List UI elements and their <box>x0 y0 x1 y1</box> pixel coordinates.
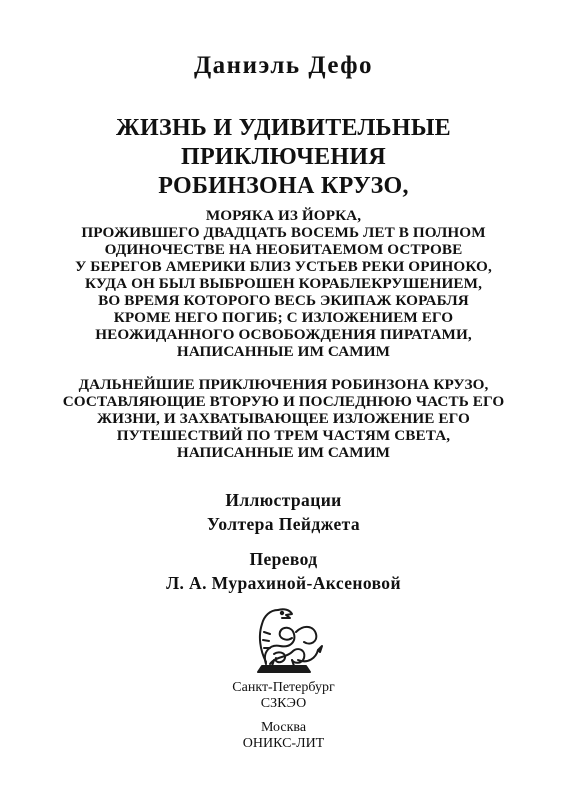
subtitle-1-line-7: КРОМЕ НЕГО ПОГИБ; С ИЗЛОЖЕНИЕМ ЕГО <box>113 309 454 326</box>
publisher-2-city: Москва <box>260 720 307 735</box>
book-title-line-1: ЖИЗНЬ И УДИВИТЕЛЬНЫЕ <box>115 115 451 141</box>
subtitle-1-line-1: МОРЯКА ИЗ ЙОРКА, <box>205 207 362 224</box>
subtitle-2-line-4: ПУТЕШЕСТВИЙ ПО ТРЕМ ЧАСТЯМ СВЕТА, <box>116 427 451 444</box>
translation-label: Перевод <box>249 549 318 569</box>
subtitle-1-line-4: У БЕРЕГОВ АМЕРИКИ БЛИЗ УСТЬЕВ РЕКИ ОРИНОКО, <box>75 258 492 275</box>
book-title-line-2: ПРИКЛЮЧЕНИЯ <box>181 144 386 170</box>
translator-name: Л. А. Мурахиной-Аксеновой <box>166 573 401 593</box>
publisher-1-name: СЗКЭО <box>260 696 307 711</box>
subtitle-1-line-2: ПРОЖИВШЕГО ДВАДЦАТЬ ВОСЕМЬ ЛЕТ В ПОЛНОМ <box>81 224 486 241</box>
publisher-2-name: ОНИКС-ЛИТ <box>242 736 325 751</box>
illustrations-label: Иллюстрации <box>225 490 342 510</box>
subtitle-2-line-2: СОСТАВЛЯЮЩИЕ ВТОРУЮ И ПОСЛЕДНЮЮ ЧАСТЬ ЕГО <box>62 393 505 410</box>
subtitle-1-line-9: НАПИСАННЫЕ ИМ САМИМ <box>176 343 391 360</box>
dragon-emblem-icon <box>236 602 330 676</box>
publisher-1-city: Санкт-Петербург <box>232 680 335 695</box>
book-title-line-3: РОБИНЗОНА КРУЗО, <box>158 173 409 199</box>
illustrator-name: Уолтера Пейджета <box>206 514 360 534</box>
subtitle-1-line-5: КУДА ОН БЫЛ ВЫБРОШЕН КОРАБЛЕКРУШЕНИЕМ, <box>85 275 482 292</box>
subtitle-1-line-6: ВО ВРЕМЯ КОТОРОГО ВЕСЬ ЭКИПАЖ КОРАБЛЯ <box>98 292 469 309</box>
author-name: Даниэль Дефо <box>193 52 374 79</box>
subtitle-1-line-3: ОДИНОЧЕСТВЕ НА НЕОБИТАЕМОМ ОСТРОВЕ <box>104 241 463 258</box>
subtitle-1-line-8: НЕОЖИДАННОГО ОСВОБОЖДЕНИЯ ПИРАТАМИ, <box>95 326 472 343</box>
subtitle-2-line-5: НАПИСАННЫЕ ИМ САМИМ <box>176 444 391 461</box>
subtitle-2-line-3: ЖИЗНИ, И ЗАХВАТЫВАЮЩЕЕ ИЗЛОЖЕНИЕ ЕГО <box>97 410 470 427</box>
subtitle-2-line-1: ДАЛЬНЕЙШИЕ ПРИКЛЮЧЕНИЯ РОБИНЗОНА КРУЗО, <box>78 376 489 393</box>
